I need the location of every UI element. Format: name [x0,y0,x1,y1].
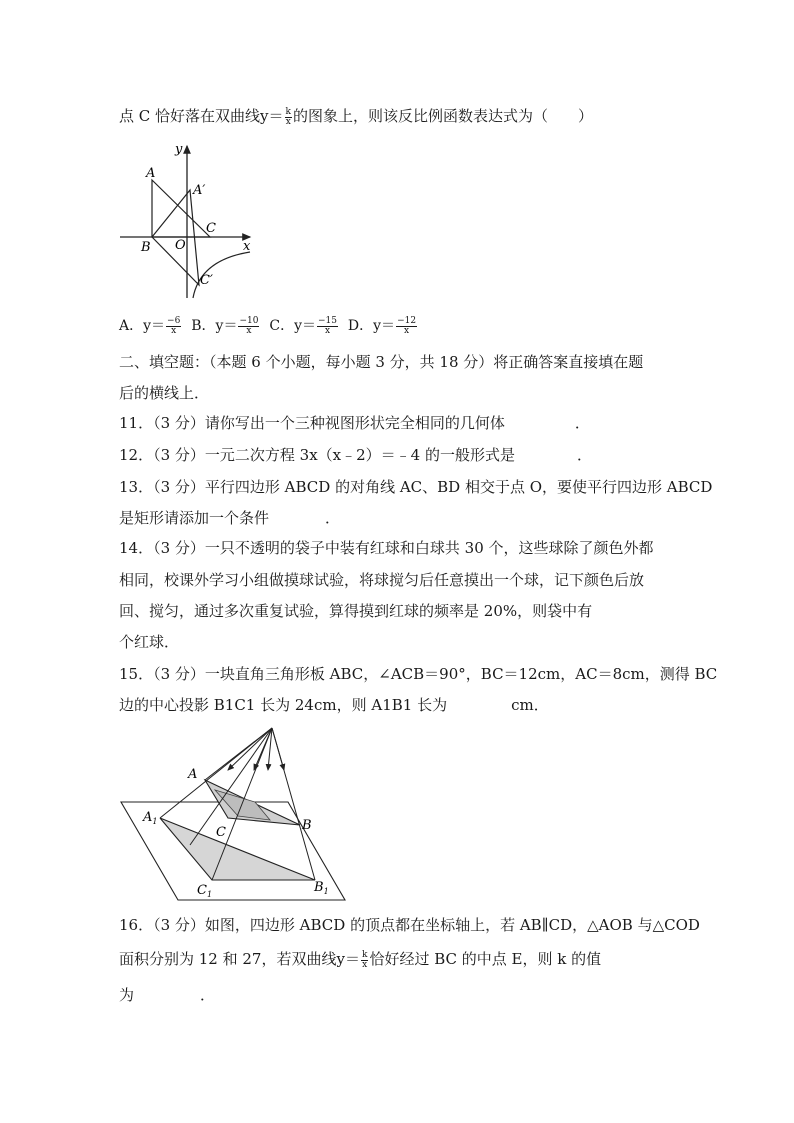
q16-text-c: 为 [119,986,135,1004]
arrow-4 [272,728,284,770]
q10-frac-den: x [285,116,291,127]
q13-text: 是矩形请添加一个条件 [119,509,270,527]
q10-intro-text: 点 C 恰好落在双曲线 [119,107,261,125]
label-A: A [188,767,198,782]
option-a-frac [166,317,181,336]
option-a-num: −6 [167,315,181,326]
q16-period: ． [200,986,216,1004]
q10-y-eq: y＝ [260,107,284,125]
arrow-1 [228,728,272,770]
q12-period: ． [577,446,593,464]
option-c-lhs: y＝ [294,318,316,334]
option-c-label: C． [269,318,295,334]
option-d [347,315,418,336]
q16-frac-den: x [362,959,368,970]
option-d-frac [396,317,417,336]
q14-line4: 个红球． [119,633,180,651]
option-b-lhs: y＝ [215,318,238,334]
option-c-den: x [324,325,331,336]
label-A1-main: A [143,810,153,825]
q16-line3 [119,985,215,1005]
option-a-den: x [171,325,177,336]
q11-period: ． [574,414,590,432]
q10-figure [115,138,265,303]
label-C: C [216,825,226,840]
q14-line3: 回、搅匀，通过多次重复试验，算得摸到红球的频率是 20%，则袋中有 [119,602,593,620]
label-C: C [206,221,216,236]
label-A1-sub: 1 [152,817,158,826]
section2-line1: 二、填空题：（本题 6 个小题，每小题 3 分，共 18 分）将正确答案直接填在题 [119,353,644,371]
q16-fraction [361,951,368,970]
label-A: A [146,166,156,181]
option-d-num: −12 [397,315,417,326]
q14-line1: 14．（3 分）一只不透明的袋子中装有红球和白球共 30 个，这些球除了颜色外都 [119,539,654,557]
q16-frac-num: k [361,949,368,960]
label-x: x [243,239,251,254]
q15-line2 [119,695,549,715]
option-b-label: B． [191,318,216,334]
q16-line1: 16．（3 分）如图，四边形 ABCD 的顶点都在坐标轴上，若 AB∥CD，△AOB 与△COD [119,916,700,934]
q15-figure [115,722,355,904]
q11-text: 11．（3 分）请你写出一个三种视图形状完全相同的几何体 [119,414,505,432]
q10-fraction [285,108,292,127]
q16-text-a: 面积分别为 12 和 27，若双曲线 [119,950,337,968]
q16-text-b: 恰好经过 BC 的中点 E，则 k 的值 [369,950,602,968]
section2-line2: 后的横线上． [119,384,210,402]
q15-text: 边的中心投影 B1C1 长为 24cm，则 A1B1 长为 [119,696,448,714]
option-c-frac [317,317,338,336]
label-O: O [175,238,186,253]
label-C-prime: C′ [200,273,213,288]
label-B1-main: B [314,880,324,895]
label-A1 [142,810,157,826]
label-C1 [197,883,212,899]
q16-y-eq: y＝ [336,950,360,968]
q10-intro [119,106,593,127]
label-y: y [175,142,183,157]
label-B: B [302,818,312,833]
q13-period: ． [325,509,341,527]
q16-line2 [119,949,601,970]
q12 [119,445,592,465]
label-C1-sub: 1 [206,890,213,899]
label-B1 [313,880,329,896]
q15-line1: 15．（3 分）一块直角三角形板 ABC，∠ACB＝90°，BC＝12cm，AC＝8cm，测得 BC [119,665,718,683]
q10-options [119,316,418,336]
ray-5 [190,728,272,845]
q14-line2: 相同，校课外学习小组做摸球试验，将球搅匀后任意摸出一个球，记下颜色后放 [119,571,645,589]
q13-line1: 13．（3 分）平行四边形 ABCD 的对角线 AC、BD 相交于点 O，要使平行四边形 ABCD [119,478,713,496]
option-b [191,315,260,336]
label-A-prime: A′ [193,183,206,198]
option-b-frac [238,317,259,336]
q10-intro-text-2: 的图象上，则该反比例函数表达式为（ ） [292,107,593,125]
q10-frac-num: k [285,106,291,117]
option-d-label: D． [347,318,374,334]
option-c-num: −15 [318,315,337,326]
option-b-num: −10 [239,315,259,326]
option-b-den: x [246,325,252,336]
q15-unit: cm． [511,696,549,714]
label-B: B [141,240,151,255]
option-a-label: A． [119,318,144,334]
label-C1-main: C [197,883,207,898]
option-a-lhs: y＝ [143,318,166,334]
label-B1-sub: 1 [323,887,329,896]
q12-text: 12．（3 分）一元二次方程 3x（x﹣2）＝﹣4 的一般形式是 [119,446,515,464]
q13-line2 [119,508,340,528]
option-c [269,315,339,336]
option-a [119,315,182,336]
option-d-lhs: y＝ [373,318,396,334]
q11 [119,413,590,433]
option-d-den: x [404,325,410,336]
shadow-triangle [160,818,315,880]
